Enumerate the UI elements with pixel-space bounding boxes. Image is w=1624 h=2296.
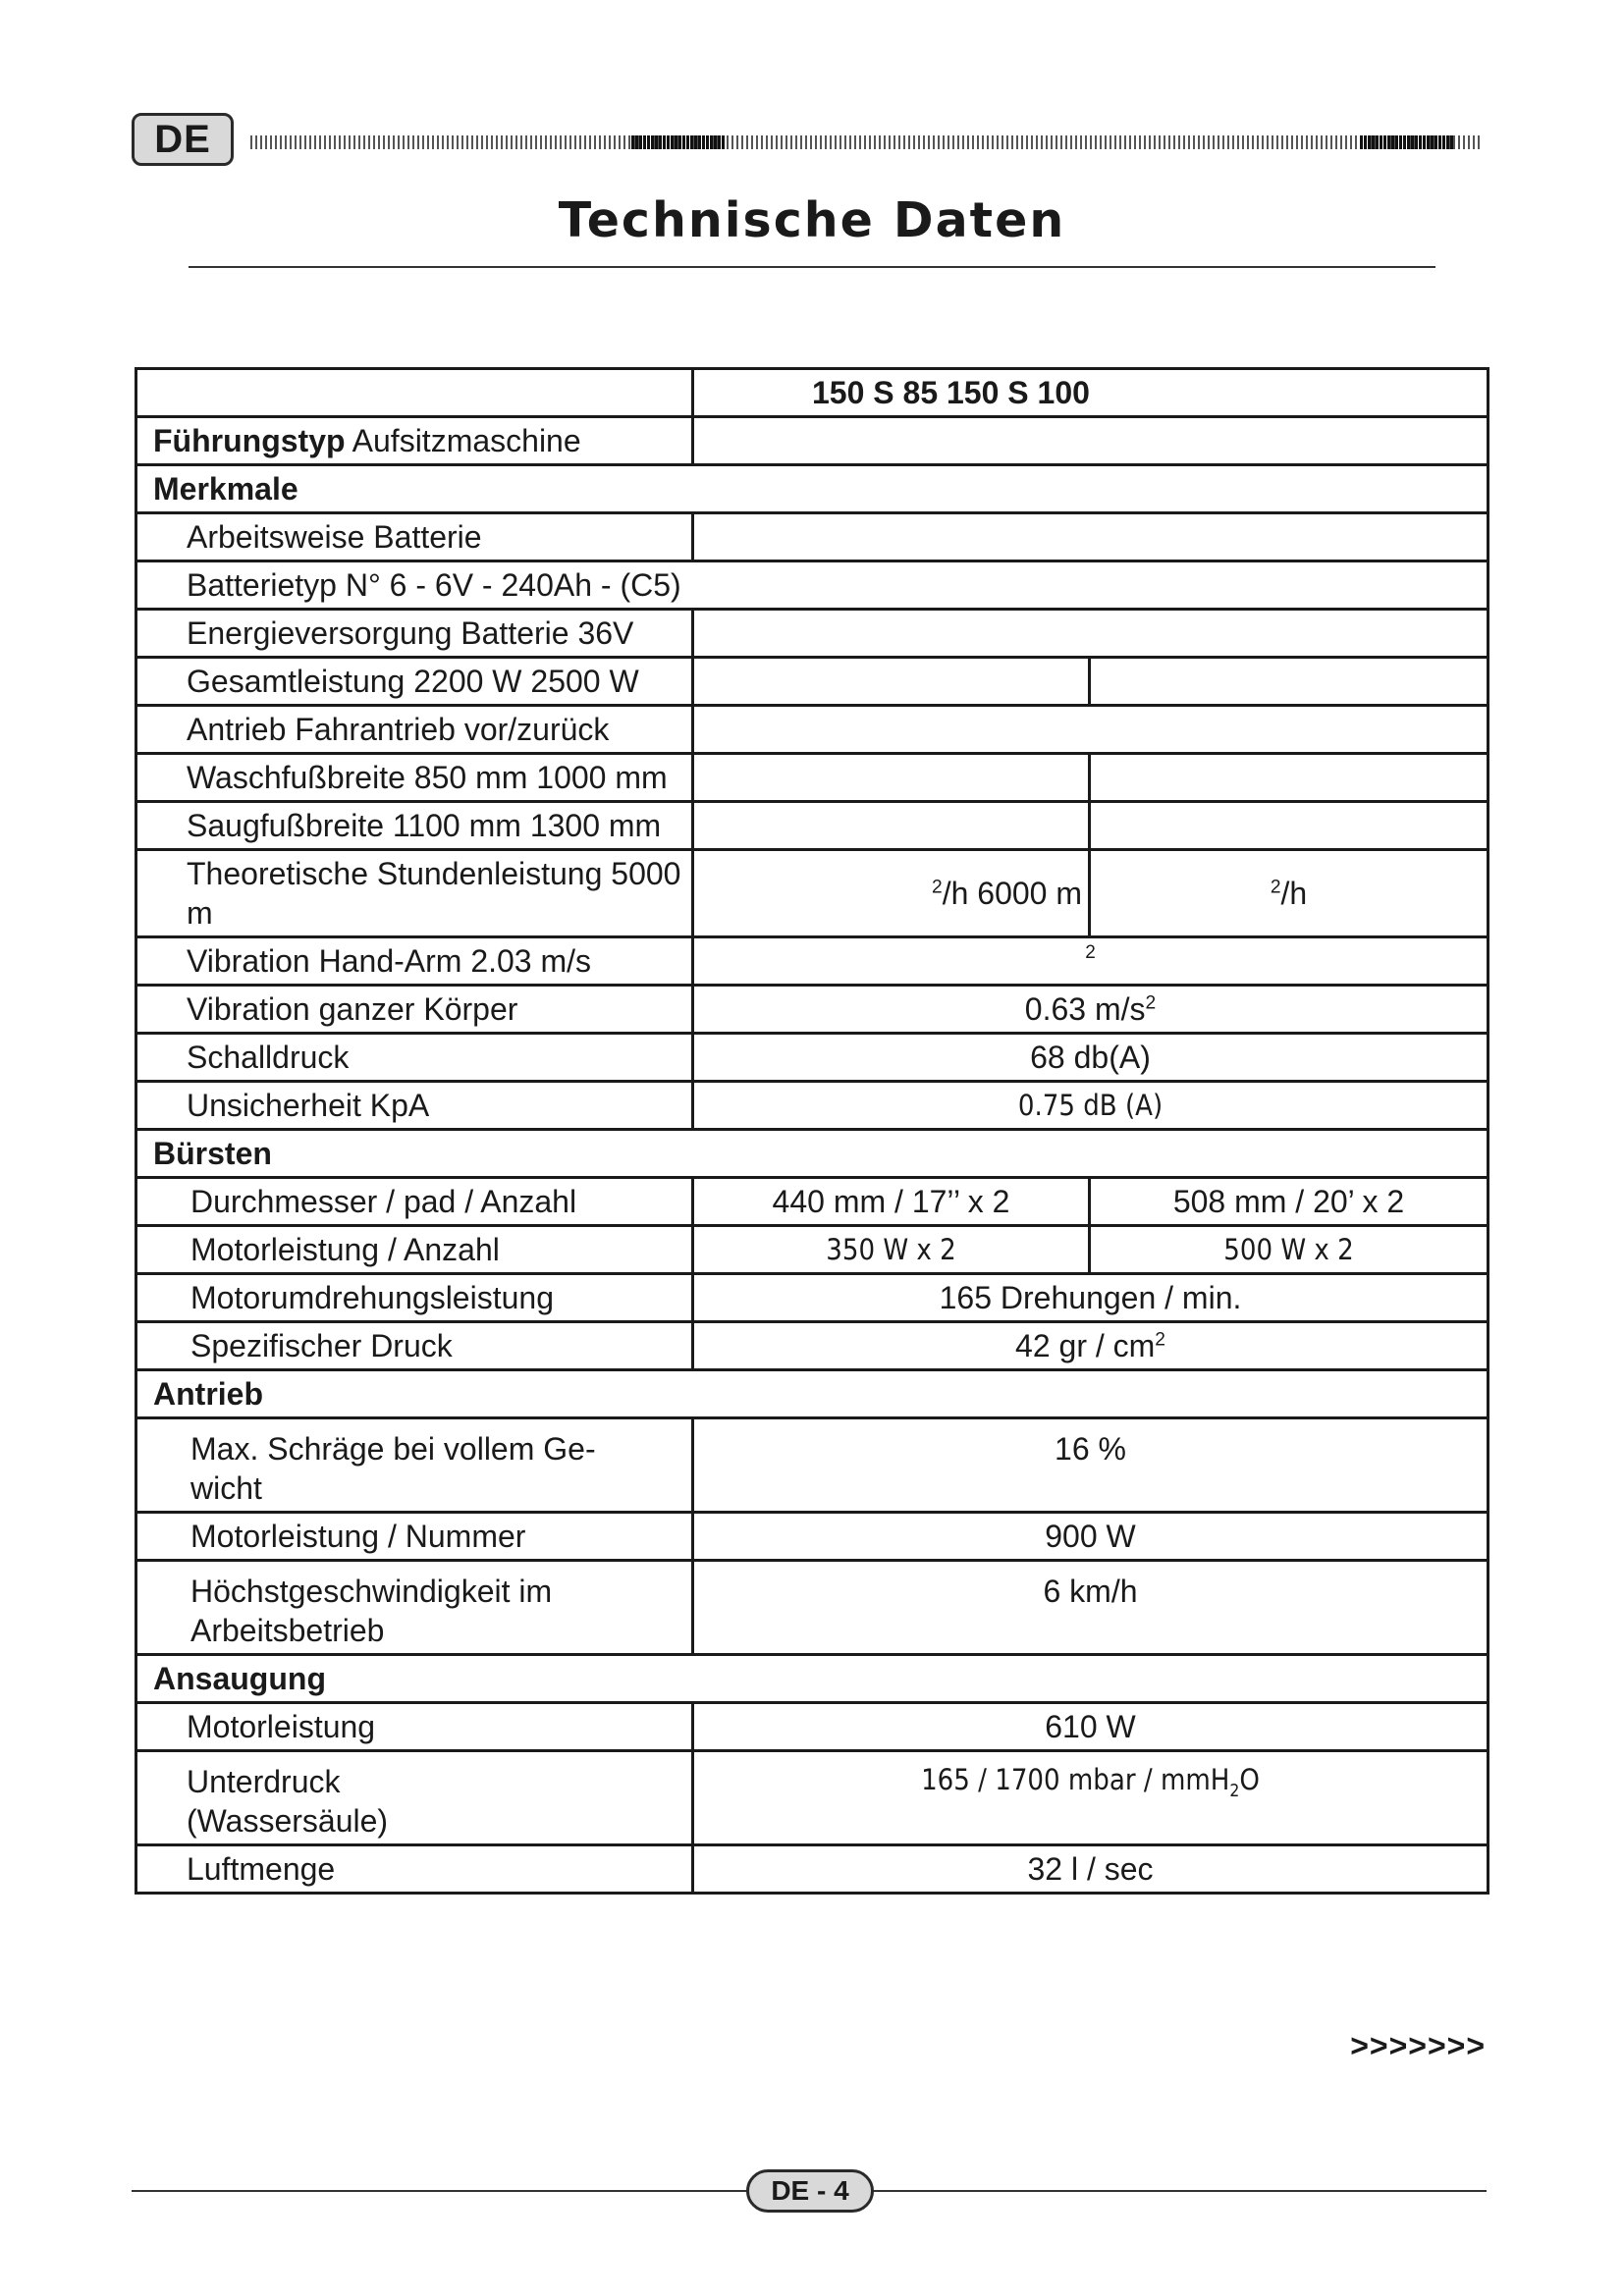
row-label: Waschfußbreite 850 mm 1000 mm bbox=[136, 754, 693, 802]
row-label: Motorleistung / Anzahl bbox=[136, 1226, 693, 1274]
label-line: Höchstgeschwindigkeit im bbox=[190, 1574, 553, 1609]
section-buersten: Bürsten bbox=[136, 1130, 1489, 1178]
table-cell bbox=[1090, 850, 1489, 937]
fuehrungstyp-value: Aufsitzmaschine bbox=[352, 423, 581, 458]
label-line: (Wassersäule) bbox=[187, 1803, 389, 1839]
row-label: Schalldruck bbox=[136, 1034, 693, 1082]
label-line: Unterdruck bbox=[187, 1764, 341, 1799]
table-row bbox=[136, 850, 1489, 937]
section-antrieb: Antrieb bbox=[136, 1370, 1489, 1418]
table-cell bbox=[1090, 802, 1489, 850]
table-row bbox=[136, 465, 1489, 513]
table-row bbox=[136, 1226, 1489, 1274]
row-label: Durchmesser / pad / Anzahl bbox=[136, 1178, 693, 1226]
table-cell bbox=[1090, 658, 1489, 706]
page-title: Technische Daten bbox=[558, 192, 1066, 248]
table-row bbox=[136, 1655, 1489, 1703]
row-label: Unsicherheit KpA bbox=[136, 1082, 693, 1130]
continue-marker: >>>>>>> bbox=[1350, 2028, 1486, 2063]
unterdruck-value: 165 / 1700 mbar / mmH bbox=[921, 1763, 1230, 1796]
row-label: Vibration ganzer Körper bbox=[136, 986, 693, 1034]
umdrehung-value: 165 Drehungen / min. bbox=[693, 1274, 1489, 1322]
table-row bbox=[136, 1751, 1489, 1845]
row-label: Motorleistung / Nummer bbox=[136, 1513, 693, 1561]
spec-table bbox=[135, 367, 1489, 1895]
table-row bbox=[136, 1322, 1489, 1370]
luftmenge-value: 32 l / sec bbox=[693, 1845, 1489, 1894]
table-row bbox=[136, 1370, 1489, 1418]
table-cell bbox=[136, 417, 693, 465]
table-cell bbox=[1090, 754, 1489, 802]
header-decorative-rule bbox=[250, 135, 1483, 149]
model-header: 150 S 85 150 S 100 bbox=[693, 369, 1489, 417]
title-rule bbox=[189, 266, 1435, 268]
table-row bbox=[136, 417, 1489, 465]
row-label: Motorleistung bbox=[136, 1703, 693, 1751]
vibration-koerper-value: 0.63 m/s bbox=[1024, 991, 1146, 1027]
superscript: 2 bbox=[1145, 992, 1157, 1014]
superscript: 2 bbox=[1270, 877, 1281, 898]
table-row bbox=[136, 1703, 1489, 1751]
table-row bbox=[136, 369, 1489, 417]
table-row bbox=[136, 1418, 1489, 1513]
table-row bbox=[136, 1845, 1489, 1894]
table-cell bbox=[693, 417, 1489, 465]
antrieb-motorleistung-value: 900 W bbox=[693, 1513, 1489, 1561]
table-row bbox=[136, 1082, 1489, 1130]
table-cell bbox=[693, 706, 1489, 754]
durchmesser-b: 508 mm / 20’ x 2 bbox=[1090, 1178, 1489, 1226]
vibration-hand-exponent: 2 bbox=[693, 937, 1489, 986]
table-row bbox=[136, 986, 1489, 1034]
row-label: Gesamtleistung 2200 W 2500 W bbox=[136, 658, 693, 706]
label-line: Arbeitsbetrieb bbox=[190, 1613, 385, 1648]
durchmesser-a: 440 mm / 17’’ x 2 bbox=[693, 1178, 1090, 1226]
table-cell bbox=[693, 610, 1489, 658]
ansaugung-motorleistung-value: 610 W bbox=[693, 1703, 1489, 1751]
label-line: Max. Schräge bei vollem Ge- bbox=[190, 1431, 596, 1467]
row-label: Saugfußbreite 1100 mm 1300 mm bbox=[136, 802, 693, 850]
geschwindigkeit-value: 6 km/h bbox=[693, 1561, 1489, 1655]
section-ansaugung: Ansaugung bbox=[136, 1655, 1489, 1703]
schalldruck-value: 68 db(A) bbox=[693, 1034, 1489, 1082]
stundenleistung-mid: /h 6000 m bbox=[942, 876, 1082, 911]
row-label: Spezifischer Druck bbox=[136, 1322, 693, 1370]
language-badge: DE bbox=[132, 113, 234, 166]
row-label: Antrieb Fahrantrieb vor/zurück bbox=[136, 706, 693, 754]
table-row bbox=[136, 754, 1489, 802]
row-label bbox=[136, 1561, 693, 1655]
row-label bbox=[136, 1418, 693, 1513]
table-cell bbox=[693, 850, 1090, 937]
table-cell bbox=[693, 802, 1090, 850]
table-cell bbox=[693, 658, 1090, 706]
table-row bbox=[136, 1513, 1489, 1561]
row-label: Energieversorgung Batterie 36V bbox=[136, 610, 693, 658]
subscript: 2 bbox=[1229, 1781, 1240, 1801]
table-row bbox=[136, 1178, 1489, 1226]
table-row bbox=[136, 706, 1489, 754]
unsicherheit-value: 0.75 dB (A) bbox=[693, 1082, 1489, 1130]
table-row bbox=[136, 561, 1489, 610]
druck-value: 42 gr / cm bbox=[1015, 1328, 1156, 1363]
stundenleistung-right: /h bbox=[1280, 876, 1308, 911]
section-merkmale: Merkmale bbox=[136, 465, 1489, 513]
buersten-motorleistung-b: 500 W x 2 bbox=[1090, 1226, 1489, 1274]
table-cell bbox=[693, 986, 1489, 1034]
table-row bbox=[136, 1561, 1489, 1655]
table-row bbox=[136, 658, 1489, 706]
row-label: Arbeitsweise Batterie bbox=[136, 513, 693, 561]
rule-dense-segment bbox=[631, 135, 725, 149]
row-label bbox=[136, 1751, 693, 1845]
row-label: Luftmenge bbox=[136, 1845, 693, 1894]
row-label: Batterietyp N° 6 - 6V - 240Ah - (C5) bbox=[136, 561, 1489, 610]
table-cell bbox=[693, 754, 1090, 802]
row-label: Motorumdrehungsleistung bbox=[136, 1274, 693, 1322]
label-line: wicht bbox=[190, 1470, 262, 1506]
page-number-badge: DE - 4 bbox=[746, 2169, 874, 2213]
table-row bbox=[136, 1034, 1489, 1082]
table-row bbox=[136, 802, 1489, 850]
table-row bbox=[136, 1274, 1489, 1322]
table-row bbox=[136, 513, 1489, 561]
table-row bbox=[136, 1130, 1489, 1178]
unterdruck-suffix: O bbox=[1239, 1763, 1260, 1796]
table-cell bbox=[693, 1751, 1489, 1845]
schraege-value: 16 % bbox=[693, 1418, 1489, 1513]
superscript: 2 bbox=[1155, 1329, 1165, 1351]
table-row bbox=[136, 610, 1489, 658]
buersten-motorleistung-a: 350 W x 2 bbox=[693, 1226, 1090, 1274]
row-label: Theoretische Stundenleistung 5000 m bbox=[136, 850, 693, 937]
table-cell bbox=[136, 369, 693, 417]
table-cell bbox=[693, 1322, 1489, 1370]
table-row bbox=[136, 937, 1489, 986]
table-cell bbox=[693, 513, 1489, 561]
rule-dense-segment bbox=[1360, 135, 1453, 149]
row-label: Vibration Hand-Arm 2.03 m/s bbox=[136, 937, 693, 986]
fuehrungstyp-label: Führungstyp bbox=[153, 423, 346, 458]
superscript: 2 bbox=[932, 877, 943, 898]
